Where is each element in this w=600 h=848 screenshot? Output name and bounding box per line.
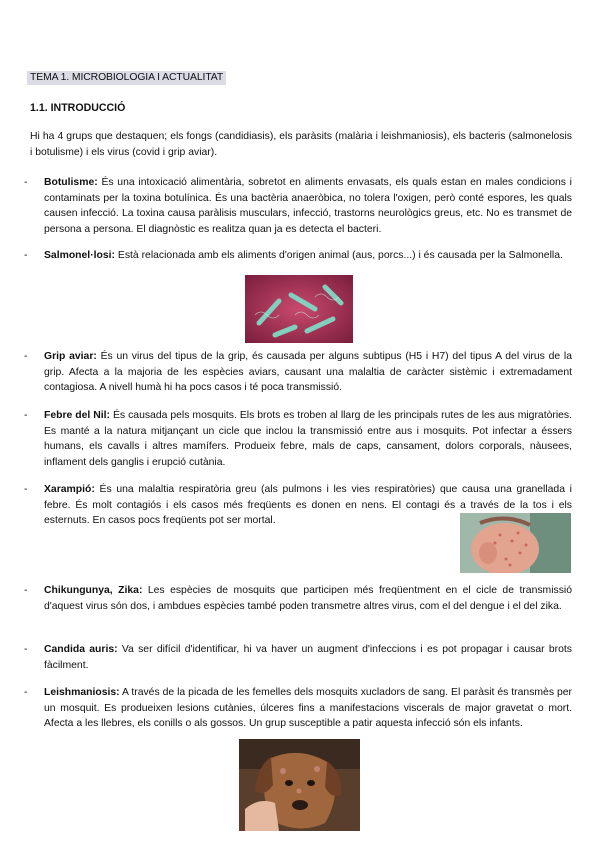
- bullet-dash: -: [24, 250, 28, 261]
- bullet-dash: -: [24, 585, 28, 596]
- list-item-grip-aviar: [24, 349, 572, 396]
- item-term: Grip aviar:: [44, 351, 97, 362]
- topic-title: TEMA 1. MICROBIOLOGIA I ACTUALITAT: [27, 71, 226, 85]
- list-item-febre-nil: [24, 408, 572, 470]
- list-item-candida-auris: [24, 642, 572, 673]
- item-text: Les espècies de mosquits que participen més freqüentment en el cicle de transmissió d'aquest virus són dos, i ambdues espècies també poden transmetre altres virus, com el del dengue i el del zika.: [44, 585, 572, 612]
- item-text: Va ser difícil d'identificar, hi va haver un augment d'infeccions i es pot propagar i causar brots fàcilment.: [44, 644, 572, 671]
- intro-paragraph: Hi ha 4 grups que destaquen; els fongs (candidiasis), els paràsits (malària i leishmaniosis), els bacteris (salmonelosis i botulisme) i els virus (covid i grip aviar).: [30, 131, 572, 158]
- item-text: És un virus del tipus de la grip, és causada per alguns subtipus (H5 i H7) del tipus A del virus de la grip. Afecta a la majoria de les espècies aviars, causant una malaltia de caràcter sistèmic i extremadament contagiosa. A nivell humà hi ha pocs casos i té poca transmissió.: [44, 351, 572, 393]
- list-item-leishmaniosis: [24, 685, 572, 732]
- item-term: Chikungunya, Zika:: [44, 585, 143, 596]
- section-heading: 1.1. INTRODUCCIÓ: [30, 102, 126, 114]
- measles-child-image: [460, 513, 571, 573]
- bullet-dash: -: [24, 351, 28, 362]
- item-text: A través de la picada de les femelles dels mosquits xucladors de sang. El paràsit és transmès per un mosquit. Es produeixen lesions cutànies, úlceres fins a manifestacions viscerals de major gravetat o mort. Afecta a les llebres, els conills o als gossos. Un grup susceptible a patir aquesta infecció són els infants.: [44, 687, 572, 729]
- item-term: Salmonel·losi:: [44, 250, 116, 261]
- bullet-dash: -: [24, 644, 28, 655]
- leishmaniosis-dog-image: [239, 739, 360, 831]
- item-text: És una malaltia respiratòria greu (als pulmons i les vies respiratòries) que causa una granellada i febre. És molt contagiós i els casos més freqüents es donen en nens. El contagi és a través de la tos i els esternuts. En casos pocs freqüents pot ser mortal.: [44, 484, 572, 526]
- bullet-dash: -: [24, 687, 28, 698]
- list-item-salmonellosi: [24, 248, 572, 264]
- item-text: Està relacionada amb els aliments d'origen animal (aus, porcs...) i és causada per la Salmonella.: [115, 250, 563, 261]
- item-term: Botulisme:: [44, 177, 98, 188]
- salmonella-image: [245, 275, 353, 343]
- bullet-dash: -: [24, 484, 28, 495]
- bullet-dash: -: [24, 177, 28, 188]
- bullet-dash: -: [24, 410, 28, 421]
- item-term: Xarampió:: [44, 484, 95, 495]
- item-term: Febre del Nil:: [44, 410, 111, 421]
- item-text: És una intoxicació alimentària, sobretot en aliments envasats, els quals estan en males condicions i contaminats per la toxina botulínica. És una bactèria anaeròbica, no tolera l'oxigen, però conté espores, les quals causen infecció. La toxina causa paràlisis musculars, infecció, trastorns neurològics greus, etc. No es transmet de persona a persona. El diagnòstic es realitza quan ja es detecta el bacteri.: [44, 177, 572, 235]
- item-text: És causada pels mosquits. Els brots es troben al llarg de les principals rutes de les aus migratòries. Es manté a la natura mitjançant un cicle que inclou la transmissió entre aus i mosquits. Pot infectar a éssers humans, els cavalls i altres mamífers. Produeix febre, mals de caps, cansament, dolors corporals, nàusees, inflament dels ganglis i erupció cutània.: [44, 410, 572, 468]
- item-term: Leishmaniosis:: [44, 687, 120, 698]
- item-term: Candida auris:: [44, 644, 118, 655]
- list-item-botulisme: [24, 175, 572, 237]
- list-item-chikungunya-zika: [24, 583, 572, 614]
